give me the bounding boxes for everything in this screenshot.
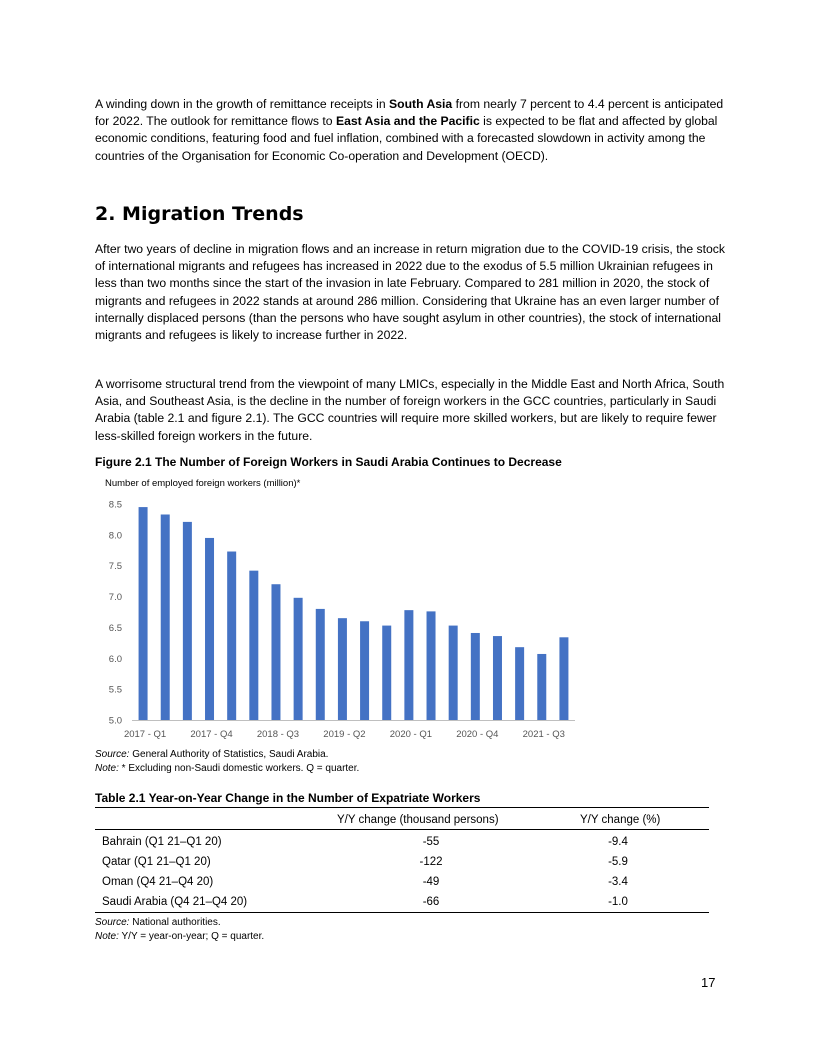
bar xyxy=(316,609,325,720)
table-bottom-rule xyxy=(95,912,709,913)
intro-paragraph: A winding down in the growth of remittance receipts in South Asia from nearly 7 percent to 4.4 percent is anticipated for 2022. The outlook for remittance flows to East Asia and the Pacific is expected to be flat and affected by global economic conditions, featuring food and fuel inflation, combined with a forecasted slowdown in activity among the countries of the Organisation for Economic Co-operation and Development (OECD). xyxy=(95,97,724,163)
migration-paragraph-1: After two years of decline in migration flows and an increase in return migration due to the COVID-19 crisis, the stock of international migrants and refugees has increased in 2022 due to the exodus of 5.5 million Ukrainian refugees in less than two months since the start of the invasion in late February. Compared to 281 million in 2020, the stock of migrants and refugees in 2022 stands at around 286 million. Considering that Ukraine has an even larger number of internally displaced persons (than the persons who have sought asylum in other countries), the stock of international migrants and refugees is likely to increase further in 2022. xyxy=(95,242,725,343)
table-row-thousand: -122 xyxy=(419,856,443,868)
bar xyxy=(559,637,568,720)
x-tick-label: 2021 - Q3 xyxy=(522,729,565,740)
y-tick-label: 8.0 xyxy=(108,530,122,542)
table-row-thousand: -66 xyxy=(422,896,440,908)
table-row-percent: -5.9 xyxy=(608,856,628,868)
y-tick-label: 5.0 xyxy=(108,715,122,727)
bar xyxy=(404,610,413,720)
figure-note: Note: * Excluding non-Saudi domestic workers. Q = quarter. xyxy=(95,763,360,774)
y-tick-label: 6.5 xyxy=(108,622,122,634)
table-row-percent: -9.4 xyxy=(608,836,628,848)
bar xyxy=(382,626,391,720)
y-axis-label: Number of employed foreign workers (million)* xyxy=(105,478,301,489)
table-row-label: Saudi Arabia (Q4 21–Q4 20) xyxy=(102,896,248,908)
x-tick-label: 2018 - Q3 xyxy=(256,729,300,740)
bar xyxy=(271,584,280,720)
bar xyxy=(427,611,436,720)
x-tick-label: 2017 - Q4 xyxy=(190,729,233,740)
bar xyxy=(537,654,546,720)
bar-chart xyxy=(95,472,585,744)
table-row-label: Bahrain (Q1 21–Q1 20) xyxy=(102,836,222,848)
figure-title: Figure 2.1 The Number of Foreign Workers in Saudi Arabia Continues to Decrease xyxy=(95,455,562,469)
section-title: 2. Migration Trends xyxy=(95,203,304,225)
table-row-thousand: -55 xyxy=(422,836,440,848)
y-tick-label: 5.5 xyxy=(108,684,122,696)
bar xyxy=(183,522,192,720)
bar xyxy=(227,552,236,720)
table-top-rule xyxy=(95,807,709,808)
bar xyxy=(139,507,148,720)
bar xyxy=(449,626,458,720)
bar xyxy=(471,633,480,720)
migration-paragraph-2: A worrisome structural trend from the viewpoint of many LMICs, especially in the Middle East and North Africa, South Asia, and Southeast Asia, is the decline in the number of foreign workers in the GCC countries, particularly in Saudi Arabia (table 2.1 and figure 2.1). The GCC countries will require more skilled workers, but are likely to require fewer less-skilled foreign workers in the future. xyxy=(95,377,725,443)
table-row-percent: -3.4 xyxy=(608,876,628,888)
table-note: Note: Y/Y = year-on-year; Q = quarter. xyxy=(95,931,265,942)
bar xyxy=(493,636,502,720)
table-row-percent: -1.0 xyxy=(608,896,628,908)
bar xyxy=(249,571,258,720)
page-number: 17 xyxy=(701,975,716,990)
x-tick-label: 2019 - Q2 xyxy=(323,729,366,740)
table-header-thousand: Y/Y change (thousand persons) xyxy=(337,814,499,826)
bar xyxy=(360,621,369,720)
x-tick-label: 2020 - Q4 xyxy=(456,729,499,740)
table-row-label: Oman (Q4 21–Q4 20) xyxy=(102,876,214,888)
figure-source: Source: General Authority of Statistics, Saudi Arabia. xyxy=(95,749,329,760)
y-tick-label: 6.0 xyxy=(108,653,122,665)
table-row-thousand: -49 xyxy=(422,876,440,888)
bar xyxy=(515,647,524,720)
table-header-percent: Y/Y change (%) xyxy=(580,814,661,826)
table-source: Source: National authorities. xyxy=(95,917,221,928)
bar xyxy=(294,598,303,720)
table-row-label: Qatar (Q1 21–Q1 20) xyxy=(102,856,211,868)
bar xyxy=(161,514,170,720)
x-tick-label: 2020 - Q1 xyxy=(389,729,432,740)
y-tick-label: 7.0 xyxy=(108,592,122,604)
table-title: Table 2.1 Year-on-Year Change in the Number of Expatriate Workers xyxy=(95,791,481,805)
bar xyxy=(205,538,214,720)
bar xyxy=(338,618,347,720)
y-tick-label: 7.5 xyxy=(108,561,122,573)
y-tick-label: 8.5 xyxy=(108,499,122,511)
table-header-rule xyxy=(95,829,709,830)
x-tick-label: 2017 - Q1 xyxy=(123,729,167,740)
